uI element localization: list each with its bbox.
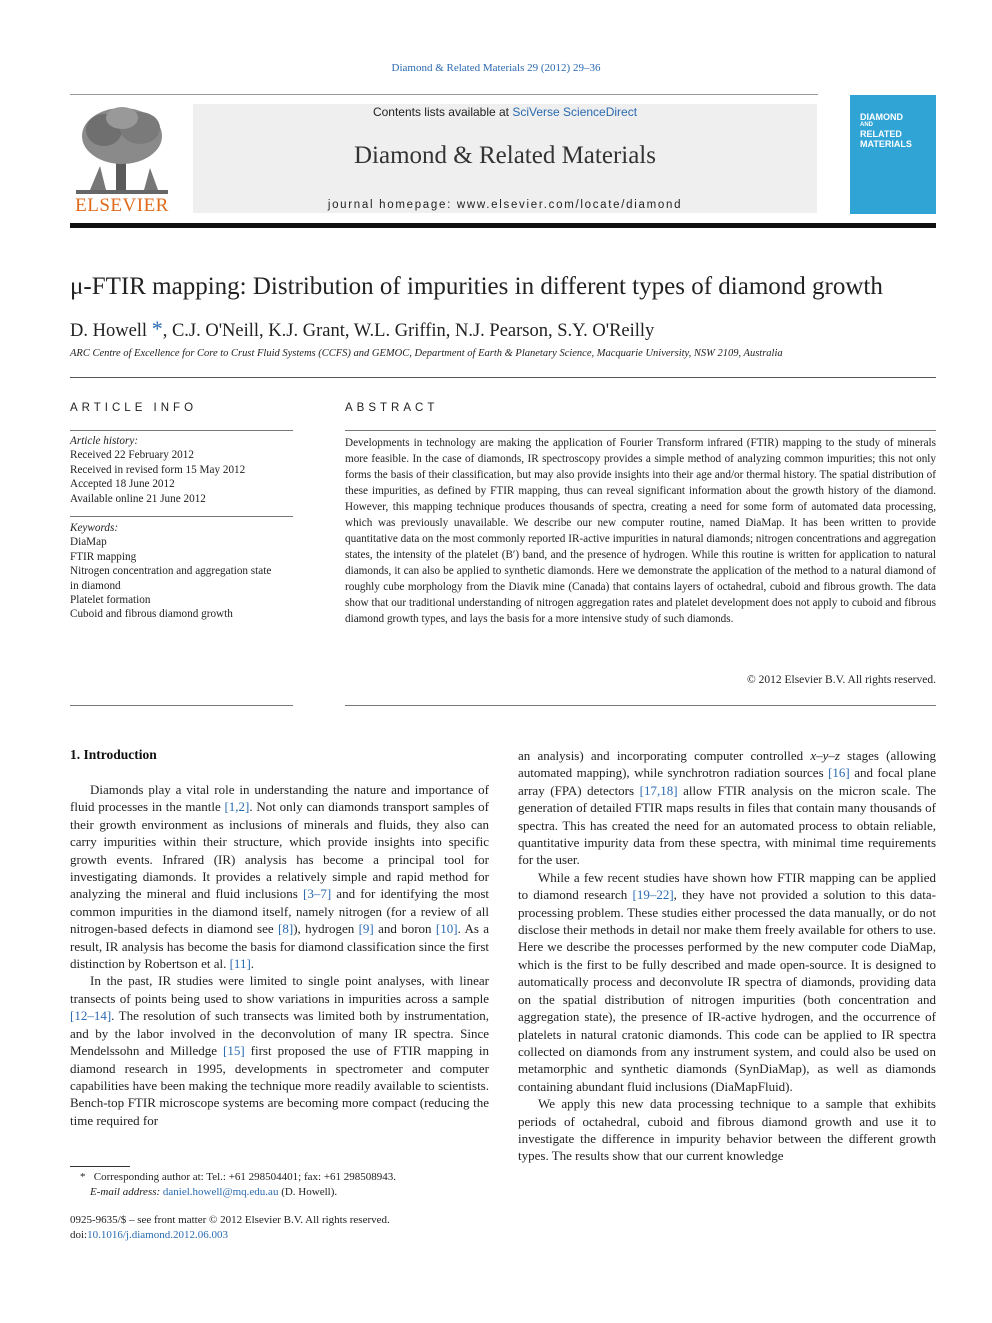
abstract-rule (345, 430, 936, 431)
history-item: Available online 21 June 2012 (70, 492, 206, 505)
journal-cover[interactable] (846, 95, 936, 214)
header-thick-rule (70, 223, 936, 228)
homepage-url[interactable]: www.elsevier.com/locate/diamond (456, 199, 683, 211)
text-run: In the past, IR studies were limited to single point analyses, with linear transects of points being used to show variations in impurities across a sample (70, 973, 489, 1006)
history-item: Accepted 18 June 2012 (70, 478, 175, 491)
first-author: D. Howell (70, 321, 148, 341)
cover-title-line: DIAMOND (860, 112, 903, 122)
email-label: E-mail address: (90, 1186, 163, 1198)
body-paragraph (518, 747, 936, 869)
doi-link[interactable]: 10.1016/j.diamond.2012.06.003 (87, 1228, 228, 1241)
keywords (70, 521, 295, 622)
citation-link[interactable]: [19–22] (632, 887, 674, 903)
footnote-rule (70, 1166, 130, 1167)
contents-line (193, 105, 817, 119)
affiliation: ARC Centre of Excellence for Core to Crust Fluid Systems (CCFS) and GEMOC, Department of Earth & Planetary Science, Macquarie University, NSW 2109, Australia (70, 348, 783, 359)
corresponding-note (70, 1170, 490, 1185)
body-paragraph (518, 869, 936, 1095)
sciencedirect-link[interactable]: SciVerse ScienceDirect (512, 105, 638, 119)
keywords-rule (70, 516, 293, 517)
email-note (70, 1185, 490, 1200)
article-title: μ-FTIR mapping: Distribution of impurities in different types of diamond growth (70, 273, 883, 300)
text-run: . As a result, IR analysis has become the basis for diamond classification since the first distinction by Robertson et al. (70, 921, 490, 972)
article-info-bottom-rule (70, 705, 293, 706)
contents-prefix: Contents lists available at (372, 105, 513, 119)
article-info-heading: ARTICLE INFO (70, 402, 198, 414)
email-link[interactable]: daniel.howell@mq.edu.au (162, 1186, 279, 1198)
text-run: . The resolution of such transects was limited both by instrumentation, and by the labor involved in the deconvolution of many IR spectra. Since Mendelssohn and Milledge (70, 1008, 489, 1059)
publisher-name: ELSEVIER (75, 195, 169, 216)
text-run: . (250, 956, 255, 972)
citation-link[interactable]: [17,18] (639, 782, 678, 798)
text-run: and focal plane array (FPA) detectors (518, 765, 936, 798)
abstract-copyright: © 2012 Elsevier B.V. All rights reserved. (747, 674, 936, 686)
keyword-item: Cuboid and fibrous diamond growth (70, 608, 233, 621)
footnote (70, 1170, 490, 1200)
text-run: ), hydrogen (293, 921, 359, 937)
abstract-heading: ABSTRACT (345, 402, 439, 414)
page-footer (70, 1213, 490, 1242)
text-run: and boron (373, 921, 436, 937)
cover-title-line: AND (860, 122, 873, 128)
text-run: and for identifying the most common impurities in the diamond itself, namely nitrogen (for a review of all nitrogen-based defects in diamond see (70, 886, 490, 937)
text-run: an analysis) and incorporating computer controlled (518, 748, 811, 763)
citation-link[interactable]: [11] (229, 956, 251, 972)
header-top-rule (70, 94, 818, 95)
history-item: Received 22 February 2012 (70, 449, 194, 462)
homepage-prefix: journal homepage: (327, 199, 457, 211)
text-run: We apply this new data processing technique to a sample that exhibits periods of octahedral, cuboid and fibrous diamond growth and use it to investigate the difference in impurity behavior between the different growth types. The results show that our current knowledge (518, 1096, 936, 1164)
body-paragraph (70, 972, 489, 1129)
journal-citation[interactable]: Diamond & Related Materials 29 (2012) 29–36 (391, 62, 601, 74)
text-run: Diamonds play a vital role in understanding the nature and importance of fluid processes in the mantle (70, 782, 489, 815)
body-paragraph (70, 781, 489, 972)
text-run: allow FTIR analysis on the micron scale. The generation of detailed FTIR maps results in files that contain many thousands of spectra. This has created the need for an automated process to obtain reliable, quantitative impurity data from these spectra, with minimal time requirements for the user. (518, 782, 936, 868)
corresponding-text: Corresponding author at: Tel.: +61 298504401; fax: +61 298508943. (93, 1171, 397, 1183)
history-label: Article history: (70, 435, 139, 447)
cover-title (860, 112, 912, 149)
citation-link[interactable]: [12–14] (70, 1008, 112, 1024)
citation-link[interactable]: [15] (223, 1043, 245, 1059)
history-item: Received in revised form 15 May 2012 (70, 463, 246, 476)
text-run: , they have not provided a solution to this data-processing problem. These studies either processed the data manually, or do not disclose their methods in detail nor make them freely available for others to use. Here we describe the processes performed by the new computer code DiaMap, which is the first to be fully described and made open-source. It is designed to automatically process and deconvolute IR spectra of diamonds, providing data on the spatial distribution of nitrogen impurities (both concentration and aggregation state), the presence of IR-active hydrogen, and the occurrence of platelets in natural cratonic diamonds. This code can be applied to IR spectra collected on diamonds from any instrument system, and could also be used on metamorphic and synthetic diamonds (SynDiaMap), as well as diamonds containing abundant fluid inclusions (DiaMapFluid). (518, 887, 936, 1094)
abstract-bottom-rule (345, 705, 936, 706)
text-run: . Not only can diamonds transport samples of their growth environment as inclusions of minerals and fluids, they also can carry impurities within their structure, which provide insights into specific growth events. Infrared (IR) analysis has become a principal tool for investigating diamonds. It provides a relatively simple and rapid method for analyzing the mineral and fluid inclusions (70, 799, 489, 902)
abstract-text: Developments in technology are making the application of Fourier Transform infrared (FTIR) mapping to the study of minerals more feasible. In the case of diamonds, IR spectroscopy provides a simple method of analyzing common impurities; this not only forms the basis of their classification, but may also provide insights into their age and/or thermal history. The spatial distribution of these impurities, as defined by FTIR mapping, thus can reveal significant information about the growth history of the diamond. However, this mapping technique produces thousands of spectra, creating a need for some form of automated data processing, which was previously unavailable. We describe our new computer routine, named DiaMap. It has been written to provide quantitative data on the most commonly reported IR-active impurities in natural diamonds; nitrogen concentrations and aggregation states, the intensity of the platelet (B′) band, and the presence of hydrogen. While this routine is written for application to natural diamonds, it can also be applied to synthetic diamonds. Here we demonstrate the application of the method to a natural diamond of roughly cube morphology from the Diavik mine (Canada) that contains layers of octahedral, cuboid and fibrous growth. The data show that our traditional understanding of nitrogen aggregation rates and platelet development does not apply to cuboid and fibrous diamond growth types, and lays the basis for a more intensive study of such diamonds. (345, 437, 936, 625)
section-heading: 1. Introduction (70, 747, 157, 762)
keyword-item: in diamond (70, 579, 121, 592)
body-paragraph (518, 1095, 936, 1165)
title-divider (70, 377, 936, 378)
keywords-label: Keywords: (70, 522, 119, 534)
author-list (70, 316, 940, 342)
citation-link[interactable]: [9] (358, 921, 374, 937)
text-run: first proposed the use of FTIR mapping in diamond research in 1995, developments in spectrometer and computer capabilities have been making the technique more readily available to scientists. Bench-top FTIR microscope systems are becoming more compact (reducing the time required for (70, 1043, 489, 1128)
other-authors: , C.J. O'Neill, K.J. Grant, W.L. Griffin, N.J. Pearson, S.Y. O'Reilly (162, 321, 655, 341)
cover-title-line: MATERIALS (860, 139, 912, 149)
italic-text: x–y–z (810, 748, 840, 763)
journal-homepage (193, 199, 817, 211)
email-suffix: (D. Howell). (278, 1186, 338, 1198)
keyword-item: DiaMap (70, 536, 107, 549)
corresponding-author-mark[interactable]: * (151, 316, 163, 341)
cover-edge (846, 95, 850, 214)
citation-link[interactable]: [1,2] (224, 799, 250, 815)
body-right-column (518, 747, 936, 1165)
keyword-item: Platelet formation (70, 594, 151, 607)
citation-link[interactable]: [10] (435, 921, 458, 937)
citation-link[interactable]: [16] (828, 765, 850, 781)
text-run: While a few recent studies have shown how FTIR mapping can be applied to diamond research (518, 869, 936, 903)
journal-name: Diamond & Related Materials (353, 142, 656, 169)
body-left-column (70, 781, 489, 1129)
article-info-rule (70, 430, 293, 431)
article-history (70, 434, 295, 506)
keyword-item: FTIR mapping (70, 550, 137, 563)
keyword-item: Nitrogen concentration and aggregation state (70, 565, 272, 578)
citation-link[interactable]: [8] (278, 921, 294, 937)
footnote-mark: * (80, 1171, 86, 1183)
citation-link[interactable]: [3–7] (303, 886, 332, 902)
doi-line (70, 1228, 490, 1243)
issn-line: 0925-9635/$ – see front matter © 2012 Elsevier B.V. All rights reserved. (70, 1214, 390, 1226)
cover-title-line: RELATED (860, 129, 902, 139)
text-run: stages (allowing automated mapping), while synchrotron radiation sources (518, 748, 936, 781)
doi-label: doi: (70, 1228, 88, 1241)
